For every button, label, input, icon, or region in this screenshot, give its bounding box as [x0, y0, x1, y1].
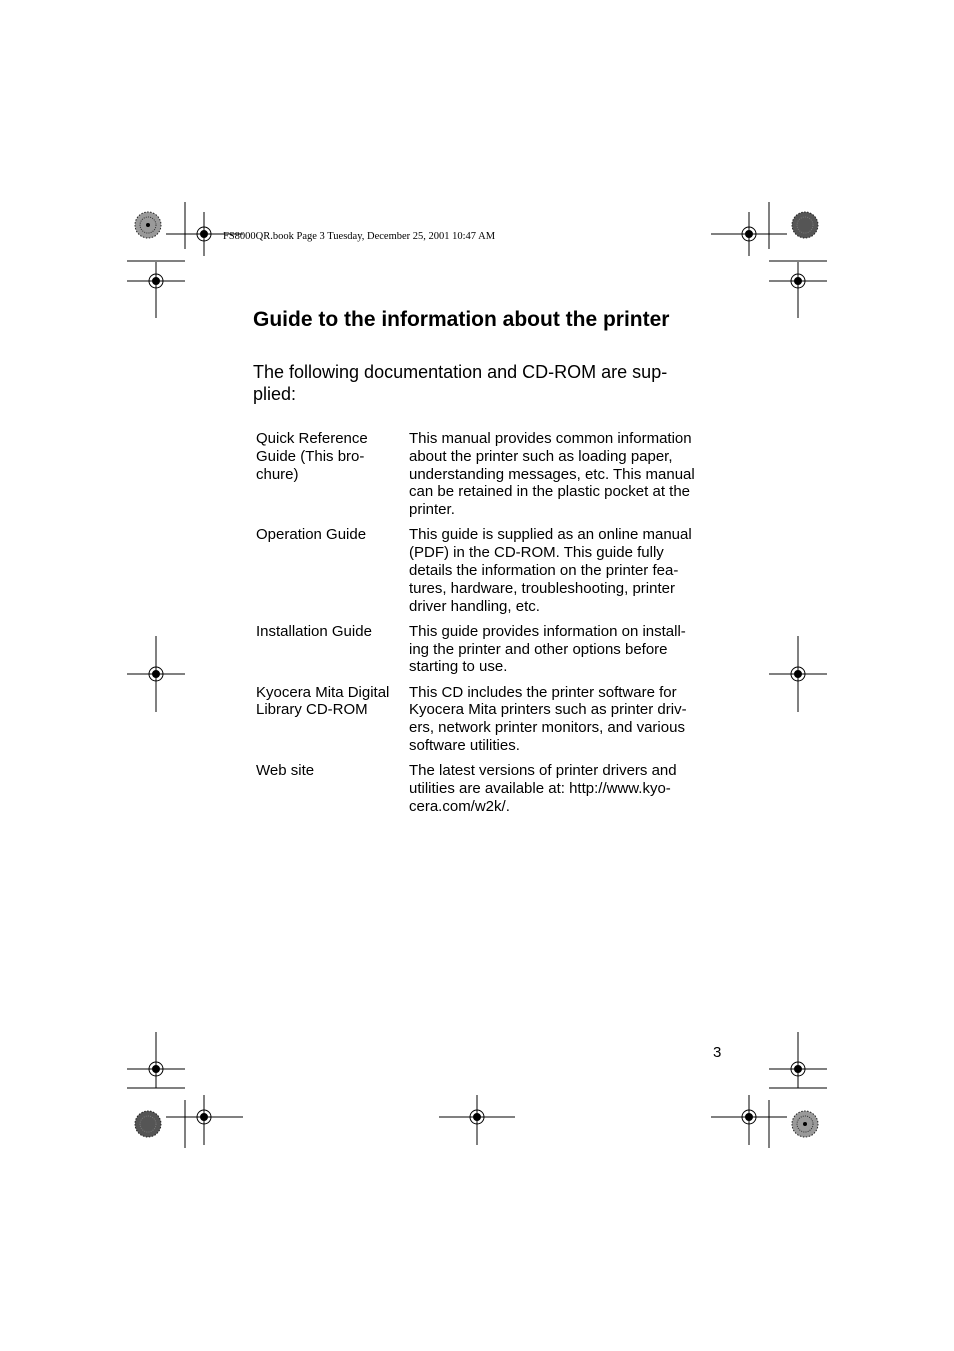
table-row: [256, 430, 726, 519]
document-name-line: Web site: [256, 762, 315, 780]
document-name-line: Guide (This bro-: [256, 447, 365, 465]
description-line: starting to use.: [409, 658, 508, 676]
description-line: software utilities.: [409, 736, 520, 754]
registration-icon: [166, 1095, 243, 1145]
documentation-table: [256, 430, 726, 823]
description-line: can be retained in the plastic pocket at the: [409, 483, 691, 501]
description-line: Kyocera Mita printers such as printer driv-: [409, 701, 687, 719]
description-line: cera.com/w2k/.: [409, 797, 510, 815]
intro-line: plied:: [253, 384, 297, 404]
description-line: details the information on the printer fea-: [409, 561, 679, 579]
document-description: [409, 684, 729, 755]
description-line: This CD includes the printer software for: [409, 683, 677, 701]
description-line: printer.: [409, 501, 455, 519]
registration-icon: [127, 1032, 185, 1088]
starburst-icon: [135, 212, 161, 238]
description-line: ing the printer and other options before: [409, 640, 668, 658]
document-description: [409, 430, 729, 519]
registration-icon: [769, 262, 827, 318]
description-line: This guide is supplied as an online manual: [409, 526, 692, 544]
page-number: 3: [713, 1044, 722, 1061]
document-name: [256, 623, 409, 676]
description-line: This guide provides information on install-: [409, 622, 686, 640]
document-name: [256, 430, 409, 519]
document-description: [409, 762, 729, 815]
document-name-line: Installation Guide: [256, 622, 372, 640]
table-row: [256, 762, 726, 815]
registration-icon: [769, 636, 827, 712]
document-name-line: chure): [256, 465, 299, 483]
description-line: tures, hardware, troubleshooting, printer: [409, 579, 675, 597]
document-name: [256, 684, 409, 755]
table-row: [256, 623, 726, 676]
file-slug: FS8000QR.book Page 3 Tuesday, December 25, 2001 10:47 AM: [223, 231, 496, 242]
document-description: [409, 623, 729, 676]
intro-line: The following documentation and CD-ROM are sup-: [253, 362, 668, 382]
registration-icon: [711, 1095, 787, 1145]
registration-icon: [127, 636, 185, 712]
document-name: [256, 526, 409, 615]
description-line: ers, network printer monitors, and various: [409, 719, 685, 737]
intro-text: [253, 361, 713, 405]
description-line: (PDF) in the CD-ROM. This guide fully: [409, 544, 664, 562]
document-name: [256, 762, 409, 815]
starburst-icon: [792, 1111, 818, 1137]
table-row: [256, 526, 726, 615]
registration-icon: [711, 212, 787, 256]
registration-icon: [769, 1032, 827, 1088]
description-line: about the printer such as loading paper,: [409, 447, 673, 465]
document-description: [409, 526, 729, 615]
starburst-icon: [135, 1111, 161, 1137]
document-name-line: Kyocera Mita Digital: [256, 683, 390, 701]
document-name-line: Operation Guide: [256, 526, 367, 544]
description-line: utilities are available at: http://www.kyo-: [409, 779, 671, 797]
description-line: This manual provides common information: [409, 430, 692, 447]
starburst-icon: [792, 212, 818, 238]
description-line: The latest versions of printer drivers and: [409, 762, 677, 780]
table-row: [256, 684, 726, 755]
registration-icon: [439, 1095, 515, 1145]
description-line: driver handling, etc.: [409, 597, 540, 615]
registration-icon: [127, 262, 185, 318]
page-title: Guide to the information about the printer: [253, 308, 670, 331]
document-name-line: Library CD-ROM: [256, 701, 368, 719]
document-name-line: Quick Reference: [256, 430, 368, 447]
description-line: understanding messages, etc. This manual: [409, 465, 695, 483]
